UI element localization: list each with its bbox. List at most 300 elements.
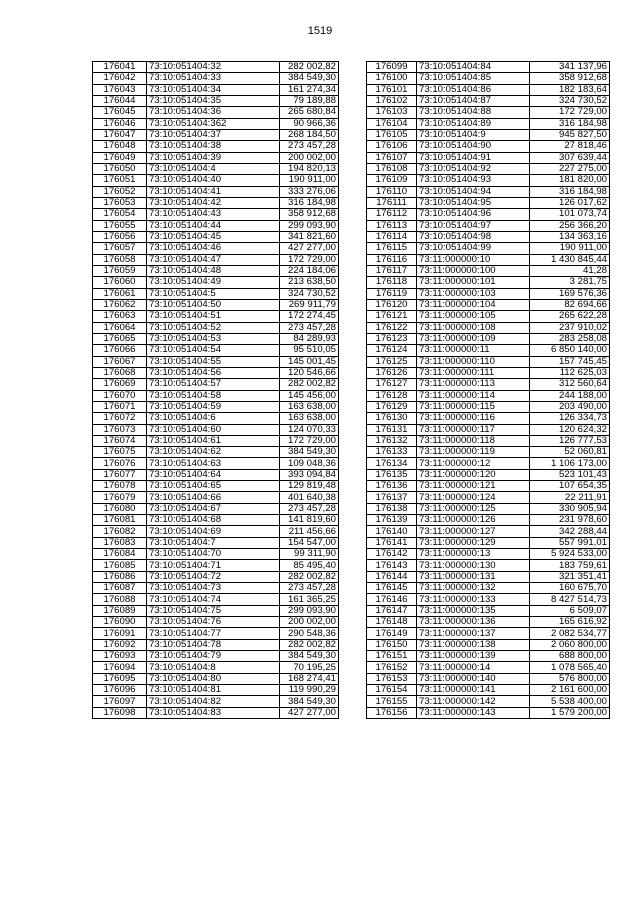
cadastral-number: 73:10:051404:60 (147, 424, 280, 435)
cadastral-value: 393 094,84 (280, 469, 339, 480)
cadastral-number: 73:10:051404:65 (147, 481, 280, 492)
cadastral-value: 330 905,94 (530, 503, 610, 514)
table-row (367, 435, 610, 446)
cadastral-number: 73:10:051404:57 (147, 379, 280, 390)
row-number: 176092 (93, 639, 147, 650)
row-number: 176087 (93, 583, 147, 594)
row-number: 176083 (93, 537, 147, 548)
table-row (367, 118, 610, 129)
table-row (93, 696, 339, 707)
cadastral-number: 73:10:051404:7 (147, 537, 280, 548)
cadastral-number: 73:10:051404:53 (147, 333, 280, 344)
row-number: 176069 (93, 379, 147, 390)
cadastral-value: 120 546,66 (280, 367, 339, 378)
row-number: 176110 (367, 186, 417, 197)
row-number: 176059 (93, 265, 147, 276)
cadastral-number: 73:10:051404:82 (147, 696, 280, 707)
table-row (93, 141, 339, 152)
row-number: 176082 (93, 526, 147, 537)
cadastral-value: 85 495,40 (280, 560, 339, 571)
cadastral-number: 73:11:000000:132 (417, 583, 530, 594)
row-number: 176085 (93, 560, 147, 571)
table-row (93, 390, 339, 401)
cadastral-value: 120 624,32 (530, 424, 610, 435)
cadastral-number: 73:10:051404:97 (417, 220, 530, 231)
cadastral-value: 134 363,16 (530, 231, 610, 242)
row-number: 176079 (93, 492, 147, 503)
table-row (93, 594, 339, 605)
cadastral-number: 73:11:000000:109 (417, 333, 530, 344)
table-row (367, 571, 610, 582)
row-number: 176051 (93, 175, 147, 186)
row-number: 176102 (367, 95, 417, 106)
page-number: 1519 (307, 25, 333, 37)
cadastral-value: 169 576,36 (530, 288, 610, 299)
cadastral-value: 2 161 600,00 (530, 685, 610, 696)
cadastral-number: 73:10:051404:38 (147, 141, 280, 152)
cadastral-value: 316 184,98 (280, 197, 339, 208)
cadastral-value: 190 911,00 (280, 175, 339, 186)
cadastral-value: 109 048,36 (280, 458, 339, 469)
cadastral-value: 358 912,68 (530, 73, 610, 84)
table-row (367, 84, 610, 95)
row-number: 176109 (367, 175, 417, 186)
row-number: 176094 (93, 662, 147, 673)
cadastral-number: 73:10:051404:85 (417, 73, 530, 84)
row-number: 176064 (93, 322, 147, 333)
cadastral-number: 73:10:051404:94 (417, 186, 530, 197)
cadastral-number: 73:10:051404:78 (147, 639, 280, 650)
row-number: 176119 (367, 288, 417, 299)
cadastral-value: 523 101,43 (530, 469, 610, 480)
cadastral-number: 73:11:000000:101 (417, 277, 530, 288)
cadastral-number: 73:10:051404:69 (147, 526, 280, 537)
row-number: 176149 (367, 628, 417, 639)
row-number: 176084 (93, 549, 147, 560)
table-row (367, 175, 610, 186)
cadastral-number: 73:10:051404:47 (147, 254, 280, 265)
cadastral-value: 124 070,33 (280, 424, 339, 435)
cadastral-value: 112 625,03 (530, 367, 610, 378)
table-row (367, 390, 610, 401)
cadastral-number: 73:11:000000:116 (417, 413, 530, 424)
cadastral-value: 145 456,00 (280, 390, 339, 401)
row-number: 176103 (367, 107, 417, 118)
cadastral-value: 265 622,28 (530, 311, 610, 322)
cadastral-number: 73:11:000000:104 (417, 299, 530, 310)
row-number: 176071 (93, 401, 147, 412)
cadastral-value: 237 910,02 (530, 322, 610, 333)
table-row (93, 367, 339, 378)
cadastral-value: 273 457,28 (280, 322, 339, 333)
row-number: 176122 (367, 322, 417, 333)
cadastral-value: 101 073,74 (530, 209, 610, 220)
row-number: 176072 (93, 413, 147, 424)
cadastral-value: 282 002,82 (280, 62, 339, 73)
cadastral-value: 945 827,50 (530, 129, 610, 140)
cadastral-number: 73:11:000000:129 (417, 537, 530, 548)
cadastral-number: 73:10:051404:48 (147, 265, 280, 276)
table-row (367, 707, 610, 718)
table-row (367, 277, 610, 288)
cadastral-number: 73:10:051404:41 (147, 186, 280, 197)
cadastral-number: 73:10:051404:64 (147, 469, 280, 480)
table-row (367, 231, 610, 242)
table-row (93, 345, 339, 356)
table-row (93, 571, 339, 582)
cadastral-value: 427 277,00 (280, 243, 339, 254)
row-number: 176046 (93, 118, 147, 129)
cadastral-value: 342 288,44 (530, 526, 610, 537)
cadastral-number: 73:11:000000:120 (417, 469, 530, 480)
table-row (93, 209, 339, 220)
row-number: 176141 (367, 537, 417, 548)
table-row (367, 254, 610, 265)
cadastral-value: 126 777,53 (530, 435, 610, 446)
cadastral-number: 73:10:051404:55 (147, 356, 280, 367)
cadastral-value: 244 188,00 (530, 390, 610, 401)
table-row (93, 481, 339, 492)
table-row (367, 379, 610, 390)
table-row (367, 594, 610, 605)
cadastral-number: 73:10:051404:67 (147, 503, 280, 514)
table-row (93, 175, 339, 186)
cadastral-value: 224 184,06 (280, 265, 339, 276)
row-number: 176099 (367, 62, 417, 73)
cadastral-number: 73:10:051404:95 (417, 197, 530, 208)
cadastral-value: 324 730,52 (280, 288, 339, 299)
row-number: 176148 (367, 617, 417, 628)
cadastral-number: 73:11:000000:133 (417, 594, 530, 605)
row-number: 176061 (93, 288, 147, 299)
cadastral-value: 316 184,98 (530, 186, 610, 197)
cadastral-number: 73:10:051404:58 (147, 390, 280, 401)
cadastral-number: 73:10:051404:32 (147, 62, 280, 73)
cadastral-value: 165 616,92 (530, 617, 610, 628)
cadastral-value: 163 638,00 (280, 413, 339, 424)
cadastral-value: 27 818,46 (530, 141, 610, 152)
cadastral-value: 119 990,29 (280, 685, 339, 696)
cadastral-number: 73:10:051404:68 (147, 515, 280, 526)
cadastral-number: 73:10:051404:66 (147, 492, 280, 503)
cadastral-number: 73:10:051404:46 (147, 243, 280, 254)
row-number: 176153 (367, 673, 417, 684)
cadastral-value: 183 759,61 (530, 560, 610, 571)
cadastral-number: 73:11:000000:100 (417, 265, 530, 276)
cadastral-number: 73:10:051404:61 (147, 435, 280, 446)
cadastral-value: 282 002,82 (280, 379, 339, 390)
cadastral-number: 73:11:000000:127 (417, 526, 530, 537)
row-number: 176093 (93, 651, 147, 662)
cadastral-value: 181 820,00 (530, 175, 610, 186)
cadastral-value: 321 351,41 (530, 571, 610, 582)
table-row (367, 447, 610, 458)
cadastral-value: 2 082 534,77 (530, 628, 610, 639)
table-row (367, 605, 610, 616)
cadastral-value: 172 729,00 (280, 254, 339, 265)
table-row (367, 696, 610, 707)
cadastral-value: 290 548,36 (280, 628, 339, 639)
table-row (93, 651, 339, 662)
row-number: 176077 (93, 469, 147, 480)
row-number: 176076 (93, 458, 147, 469)
cadastral-number: 73:11:000000:139 (417, 651, 530, 662)
cadastral-value: 688 800,00 (530, 651, 610, 662)
cadastral-number: 73:10:051404:8 (147, 662, 280, 673)
cadastral-value: 126 334,73 (530, 413, 610, 424)
cadastral-number: 73:10:051404:98 (417, 231, 530, 242)
table-row (367, 322, 610, 333)
table-row (93, 605, 339, 616)
cadastral-value: 557 991,01 (530, 537, 610, 548)
table-row (367, 220, 610, 231)
table-row (93, 186, 339, 197)
cadastral-number: 73:10:051404:76 (147, 617, 280, 628)
cadastral-number: 73:10:051404:50 (147, 299, 280, 310)
table-row (93, 560, 339, 571)
table-row (93, 152, 339, 163)
cadastral-value: 129 819,48 (280, 481, 339, 492)
table-row (93, 118, 339, 129)
table-row (93, 299, 339, 310)
row-number: 176100 (367, 73, 417, 84)
table-row (93, 73, 339, 84)
cadastral-number: 73:10:051404:54 (147, 345, 280, 356)
cadastral-number: 73:11:000000:12 (417, 458, 530, 469)
row-number: 176104 (367, 118, 417, 129)
table-row (367, 458, 610, 469)
cadastral-number: 73:10:051404:62 (147, 447, 280, 458)
table-row (367, 651, 610, 662)
table-row (93, 379, 339, 390)
table-row (367, 265, 610, 276)
row-number: 176116 (367, 254, 417, 265)
cadastral-number: 73:10:051404:71 (147, 560, 280, 571)
table-row (367, 526, 610, 537)
row-number: 176043 (93, 84, 147, 95)
cadastral-value: 82 694,66 (530, 299, 610, 310)
cadastral-number: 73:11:000000:138 (417, 639, 530, 650)
row-number: 176132 (367, 435, 417, 446)
cadastral-number: 73:10:051404:83 (147, 707, 280, 718)
row-number: 176090 (93, 617, 147, 628)
table-row (93, 62, 339, 73)
cadastral-number: 73:10:051404:90 (417, 141, 530, 152)
cadastral-value: 126 017,62 (530, 197, 610, 208)
row-number: 176130 (367, 413, 417, 424)
row-number: 176114 (367, 231, 417, 242)
table-row (93, 107, 339, 118)
row-number: 176049 (93, 152, 147, 163)
row-number: 176063 (93, 311, 147, 322)
cadastral-number: 73:11:000000:119 (417, 447, 530, 458)
row-number: 176117 (367, 265, 417, 276)
cadastral-number: 73:11:000000:115 (417, 401, 530, 412)
row-number: 176112 (367, 209, 417, 220)
cadastral-number: 73:10:051404:75 (147, 605, 280, 616)
cadastral-number: 73:10:051404:40 (147, 175, 280, 186)
table-row (367, 537, 610, 548)
registry-table-left (92, 61, 339, 719)
cadastral-number: 73:10:051404:96 (417, 209, 530, 220)
cadastral-value: 273 457,28 (280, 141, 339, 152)
table-row (93, 95, 339, 106)
table-row (367, 197, 610, 208)
cadastral-value: 312 560,64 (530, 379, 610, 390)
cadastral-value: 84 289,93 (280, 333, 339, 344)
row-number: 176068 (93, 367, 147, 378)
cadastral-value: 576 800,00 (530, 673, 610, 684)
cadastral-number: 73:10:051404:59 (147, 401, 280, 412)
cadastral-number: 73:11:000000:121 (417, 481, 530, 492)
table-row (367, 95, 610, 106)
table-row (93, 515, 339, 526)
table-row (93, 435, 339, 446)
row-number: 176115 (367, 243, 417, 254)
cadastral-value: 6 850 140,00 (530, 345, 610, 356)
cadastral-value: 358 912,68 (280, 209, 339, 220)
cadastral-number: 73:10:051404:4 (147, 163, 280, 174)
cadastral-number: 73:10:051404:73 (147, 583, 280, 594)
table-row (367, 141, 610, 152)
cadastral-number: 73:10:051404:5 (147, 288, 280, 299)
row-number: 176098 (93, 707, 147, 718)
row-number: 176121 (367, 311, 417, 322)
cadastral-number: 73:10:051404:6 (147, 413, 280, 424)
table-row (93, 503, 339, 514)
row-number: 176057 (93, 243, 147, 254)
table-row (367, 639, 610, 650)
cadastral-value: 283 258,08 (530, 333, 610, 344)
cadastral-value: 154 547,00 (280, 537, 339, 548)
table-row (367, 583, 610, 594)
table-row (367, 73, 610, 84)
row-number: 176107 (367, 152, 417, 163)
row-number: 176073 (93, 424, 147, 435)
row-number: 176123 (367, 333, 417, 344)
cadastral-number: 73:10:051404:42 (147, 197, 280, 208)
cadastral-value: 384 549,30 (280, 447, 339, 458)
table-row (367, 163, 610, 174)
row-number: 176048 (93, 141, 147, 152)
cadastral-number: 73:10:051404:51 (147, 311, 280, 322)
table-row (367, 617, 610, 628)
table-row (367, 186, 610, 197)
cadastral-number: 73:10:051404:52 (147, 322, 280, 333)
cadastral-value: 145 001,45 (280, 356, 339, 367)
cadastral-value: 213 638,50 (280, 277, 339, 288)
row-number: 176105 (367, 129, 417, 140)
cadastral-value: 268 184,50 (280, 129, 339, 140)
row-number: 176129 (367, 401, 417, 412)
cadastral-value: 2 060 800,00 (530, 639, 610, 650)
cadastral-value: 203 490,00 (530, 401, 610, 412)
cadastral-value: 1 430 845,44 (530, 254, 610, 265)
table-row (93, 311, 339, 322)
row-number: 176041 (93, 62, 147, 73)
cadastral-value: 182 183,64 (530, 84, 610, 95)
row-number: 176088 (93, 594, 147, 605)
table-row (93, 685, 339, 696)
table-row (367, 356, 610, 367)
cadastral-value: 172 274,45 (280, 311, 339, 322)
table-row (93, 333, 339, 344)
cadastral-value: 1 106 173,00 (530, 458, 610, 469)
cadastral-value: 172 729,00 (530, 107, 610, 118)
cadastral-value: 5 538 400,00 (530, 696, 610, 707)
table-row (93, 288, 339, 299)
row-number: 176095 (93, 673, 147, 684)
table-row (93, 265, 339, 276)
cadastral-value: 141 819,60 (280, 515, 339, 526)
table-row (367, 673, 610, 684)
row-number: 176140 (367, 526, 417, 537)
cadastral-number: 73:11:000000:142 (417, 696, 530, 707)
cadastral-number: 73:11:000000:143 (417, 707, 530, 718)
row-number: 176136 (367, 481, 417, 492)
cadastral-number: 73:10:051404:56 (147, 367, 280, 378)
cadastral-number: 73:10:051404:37 (147, 129, 280, 140)
row-number: 176062 (93, 299, 147, 310)
table-row (367, 311, 610, 322)
cadastral-number: 73:10:051404:86 (417, 84, 530, 95)
row-number: 176120 (367, 299, 417, 310)
table-row (367, 152, 610, 163)
cadastral-value: 341 821,60 (280, 231, 339, 242)
row-number: 176067 (93, 356, 147, 367)
row-number: 176052 (93, 186, 147, 197)
row-number: 176054 (93, 209, 147, 220)
row-number: 176096 (93, 685, 147, 696)
cadastral-value: 282 002,82 (280, 639, 339, 650)
row-number: 176126 (367, 367, 417, 378)
table-row (93, 277, 339, 288)
cadastral-number: 73:11:000000:124 (417, 492, 530, 503)
table-row (367, 503, 610, 514)
cadastral-value: 299 093,90 (280, 220, 339, 231)
row-number: 176050 (93, 163, 147, 174)
cadastral-value: 384 549,30 (280, 696, 339, 707)
cadastral-number: 73:10:051404:43 (147, 209, 280, 220)
cadastral-value: 200 002,00 (280, 152, 339, 163)
cadastral-value: 194 820,13 (280, 163, 339, 174)
cadastral-value: 161 365,25 (280, 594, 339, 605)
table-row (93, 129, 339, 140)
table-row (93, 617, 339, 628)
table-row (93, 469, 339, 480)
cadastral-number: 73:10:051404:84 (417, 62, 530, 73)
cadastral-number: 73:10:051404:79 (147, 651, 280, 662)
row-number: 176151 (367, 651, 417, 662)
cadastral-number: 73:11:000000:136 (417, 617, 530, 628)
cadastral-value: 231 978,60 (530, 515, 610, 526)
table-row (93, 401, 339, 412)
cadastral-number: 73:11:000000:126 (417, 515, 530, 526)
table-row (93, 197, 339, 208)
cadastral-number: 73:10:051404:49 (147, 277, 280, 288)
row-number: 176074 (93, 435, 147, 446)
cadastral-number: 73:10:051404:80 (147, 673, 280, 684)
table-row (367, 662, 610, 673)
cadastral-number: 73:11:000000:10 (417, 254, 530, 265)
cadastral-value: 90 966,36 (280, 118, 339, 129)
table-row (93, 458, 339, 469)
row-number: 176146 (367, 594, 417, 605)
row-number: 176147 (367, 605, 417, 616)
cadastral-value: 200 002,00 (280, 617, 339, 628)
table-row (367, 243, 610, 254)
row-number: 176060 (93, 277, 147, 288)
